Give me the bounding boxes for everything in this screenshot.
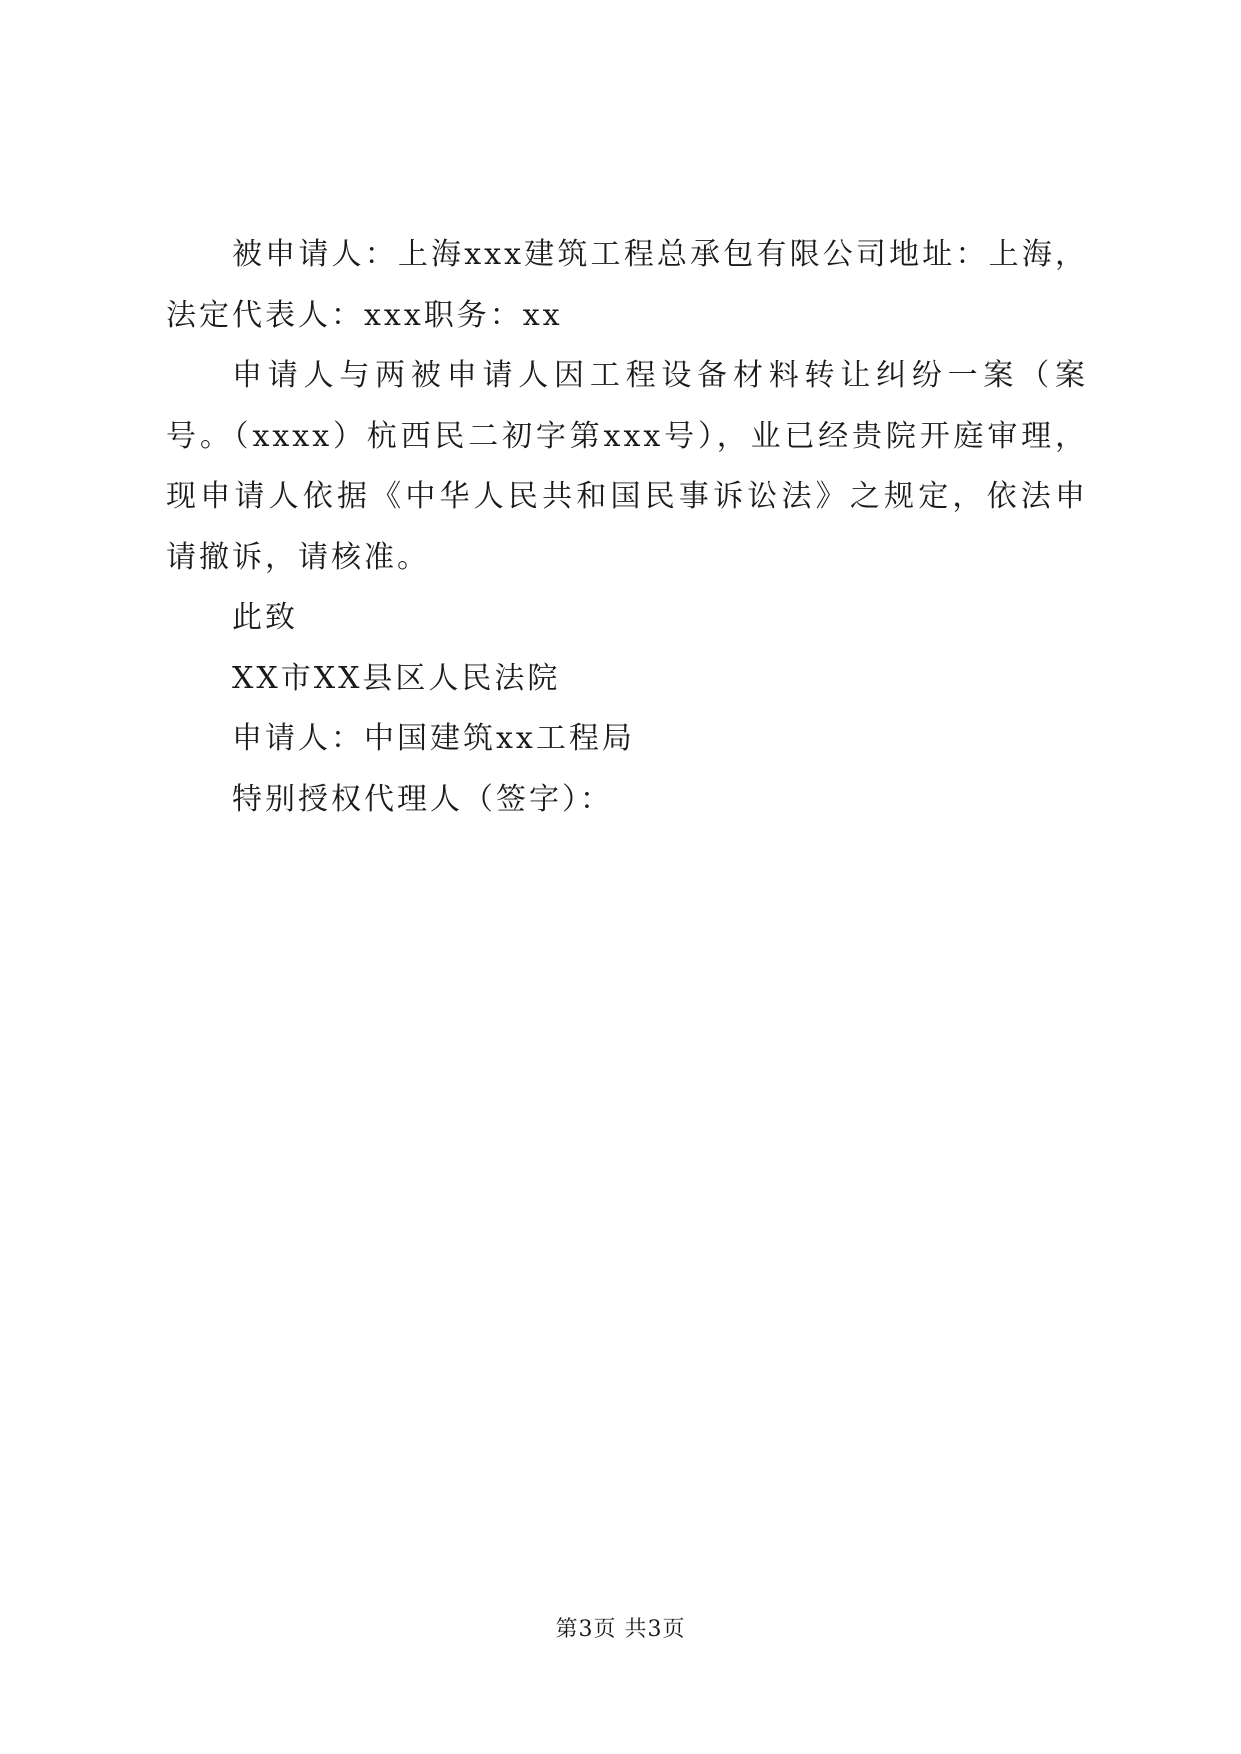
salutation: 此致 xyxy=(232,600,298,635)
document-body xyxy=(166,225,1088,830)
request-paragraph: 申请人与两被申请人因工程设备材料转让纠纷一案（案号。（xxxx）杭西民二初字第xxx号），业已经贵院开庭审理，现申请人依据《中华人民共和国民事诉讼法》之规定，依法申请撤诉，请核准。 xyxy=(166,358,1088,575)
page-footer xyxy=(0,1615,1241,1645)
page-number-label: 第3页 共3页 xyxy=(555,1617,686,1642)
respondent-paragraph: 被申请人：上海xxx建筑工程总承包有限公司地址：上海，法定代表人：xxx职务：xx xyxy=(166,237,1088,333)
agent-signature-line: 特别授权代理人（签字）： xyxy=(232,781,613,817)
addressee-court: XX市XX县区人民法院 xyxy=(232,660,561,696)
applicant-line: 申请人：中国建筑xx工程局 xyxy=(232,721,635,756)
